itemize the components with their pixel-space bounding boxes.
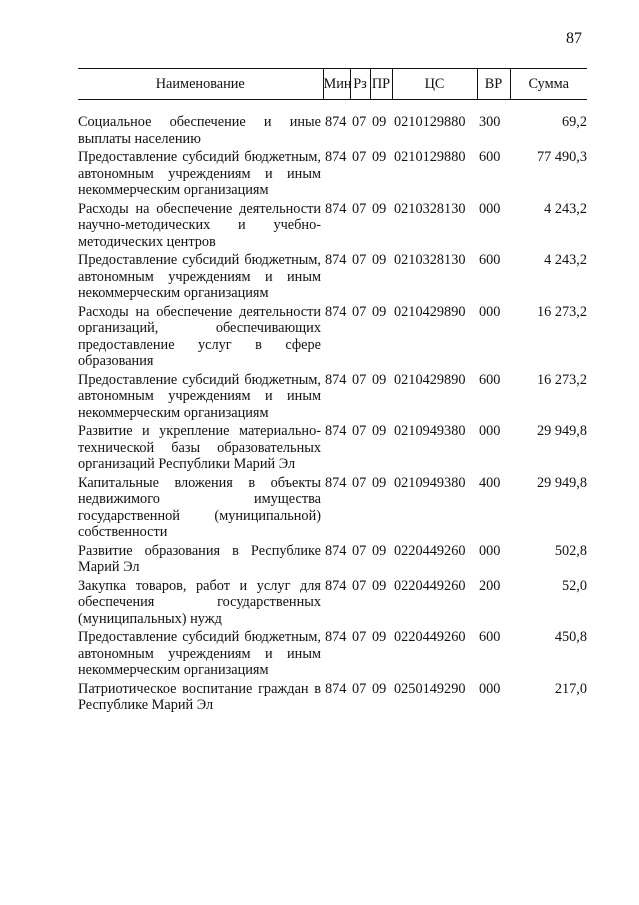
header-cs: ЦС	[392, 69, 477, 100]
cell-sum: 16 273,2	[536, 303, 587, 320]
cell-min: 874	[325, 542, 347, 559]
cell-vr: 200	[479, 577, 501, 594]
cell-cs: 0210949380	[394, 474, 466, 491]
cell-rz: 07	[352, 200, 367, 217]
cell-rz: 07	[352, 371, 367, 388]
cell-vr: 400	[479, 474, 501, 491]
cell-min: 874	[325, 149, 347, 165]
cell-vr: 600	[479, 252, 501, 268]
cell-vr: 000	[479, 303, 501, 320]
cell-min: 874	[325, 680, 347, 697]
cell-cs: 0210328130	[394, 200, 466, 217]
cell-cs: 0210129880	[394, 114, 466, 130]
cell-pr: 09	[372, 680, 387, 697]
cell-sum: 217,0	[554, 680, 587, 697]
cell-pr: 09	[372, 114, 387, 130]
cell-rz: 07	[352, 629, 367, 645]
cell-vr: 000	[479, 542, 501, 559]
cell-rz: 07	[352, 423, 367, 439]
cell-cs: 0210328130	[394, 252, 466, 268]
cell-name: Патриотическое воспитание граждан в Республике Марий Эл	[78, 680, 321, 713]
cell-rz: 07	[352, 542, 367, 559]
table-row	[78, 543, 587, 578]
cell-vr: 000	[479, 423, 501, 439]
cell-vr: 000	[479, 680, 501, 697]
cell-pr: 09	[372, 423, 387, 439]
table-row	[78, 475, 587, 543]
cell-pr: 09	[372, 474, 387, 491]
cell-name: Социальное обеспечение и иные выплаты населению	[78, 114, 321, 147]
cell-sum: 502,8	[554, 542, 587, 559]
header-pr: ПР	[370, 69, 392, 100]
header-rz: Рз	[350, 69, 370, 100]
table-body	[78, 100, 587, 716]
cell-cs: 0210949380	[394, 423, 466, 439]
cell-rz: 07	[352, 149, 367, 165]
cell-rz: 07	[352, 577, 367, 594]
budget-table	[78, 68, 587, 716]
cell-name: Предоставление субсидий бюджетным, автономным учреждениям и иным некоммерческим организациям	[78, 371, 321, 421]
cell-pr: 09	[372, 252, 387, 268]
cell-cs: 0210129880	[394, 149, 466, 165]
table-row	[78, 423, 587, 475]
cell-min: 874	[325, 303, 347, 320]
cell-pr: 09	[372, 303, 387, 320]
cell-min: 874	[325, 371, 347, 388]
cell-pr: 09	[372, 542, 387, 559]
cell-sum: 4 243,2	[544, 200, 587, 217]
table-row	[78, 201, 587, 253]
cell-cs: 0210429890	[394, 371, 466, 388]
cell-min: 874	[325, 114, 347, 130]
table-row	[78, 629, 587, 681]
cell-sum: 29 949,8	[536, 423, 587, 439]
cell-name: Развитие образования в Республике Марий Эл	[78, 542, 321, 575]
page-number: 87	[566, 30, 582, 47]
cell-pr: 09	[372, 577, 387, 594]
table-header-row	[78, 69, 587, 100]
header-vr: ВР	[477, 69, 510, 100]
cell-cs: 0220449260	[394, 629, 466, 645]
cell-name: Расходы на обеспечение деятельности организаций, обеспечивающих предоставление услуг в сфере образования	[78, 303, 321, 369]
cell-min: 874	[325, 200, 347, 217]
cell-vr: 600	[479, 629, 501, 645]
cell-rz: 07	[352, 474, 367, 491]
cell-vr: 000	[479, 200, 501, 217]
cell-rz: 07	[352, 252, 367, 268]
table-row	[78, 149, 587, 201]
cell-min: 874	[325, 577, 347, 594]
table-row	[78, 372, 587, 424]
cell-pr: 09	[372, 200, 387, 217]
cell-name: Предоставление субсидий бюджетным, автономным учреждениям и иным некоммерческим организациям	[78, 252, 321, 301]
cell-name: Развитие и укрепление материально-технической базы образовательных организаций Республики Марий Эл	[78, 423, 321, 472]
table-row	[78, 681, 587, 716]
cell-sum: 52,0	[561, 577, 587, 594]
cell-sum: 29 949,8	[536, 474, 587, 491]
cell-min: 874	[325, 474, 347, 491]
cell-name: Закупка товаров, работ и услуг для обеспечения государственных (муниципальных) нужд	[78, 577, 321, 627]
header-min: Мин	[323, 69, 350, 100]
cell-pr: 09	[372, 149, 387, 165]
cell-rz: 07	[352, 680, 367, 697]
cell-pr: 09	[372, 629, 387, 645]
header-sum: Сумма	[510, 69, 587, 100]
cell-vr: 600	[479, 149, 501, 165]
cell-cs: 0220449260	[394, 542, 466, 559]
cell-sum: 450,8	[554, 629, 587, 645]
cell-cs: 0220449260	[394, 577, 466, 594]
cell-min: 874	[325, 629, 347, 645]
cell-cs: 0210429890	[394, 303, 466, 320]
cell-sum: 69,2	[561, 114, 587, 130]
cell-cs: 0250149290	[394, 680, 466, 697]
cell-name: Капитальные вложения в объекты недвижимого имущества государственной (муниципальной) собственности	[78, 474, 321, 540]
cell-sum: 77 490,3	[536, 149, 587, 165]
cell-vr: 300	[479, 114, 501, 130]
cell-rz: 07	[352, 303, 367, 320]
cell-name: Предоставление субсидий бюджетным, автономным учреждениям и иным некоммерческим организациям	[78, 629, 321, 678]
cell-vr: 600	[479, 371, 501, 388]
cell-sum: 16 273,2	[536, 371, 587, 388]
cell-min: 874	[325, 423, 347, 439]
cell-rz: 07	[352, 114, 367, 130]
cell-name: Предоставление субсидий бюджетным, автономным учреждениям и иным некоммерческим организациям	[78, 149, 321, 198]
table-row	[78, 252, 587, 304]
cell-pr: 09	[372, 371, 387, 388]
cell-name: Расходы на обеспечение деятельности научно-методических и учебно-методических центров	[78, 200, 321, 250]
cell-min: 874	[325, 252, 347, 268]
header-name: Наименование	[78, 69, 323, 100]
table-row	[78, 304, 587, 372]
table-row	[78, 578, 587, 630]
cell-sum: 4 243,2	[544, 252, 587, 268]
table-row	[78, 114, 587, 149]
